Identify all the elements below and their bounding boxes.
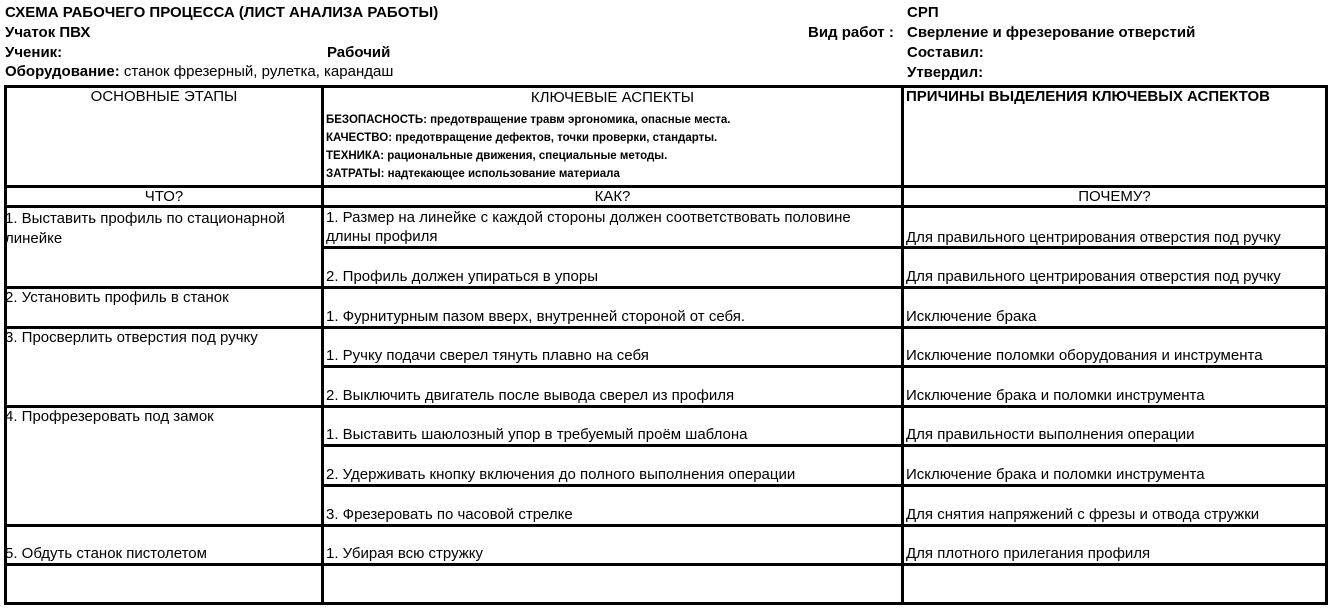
analysis-table <box>4 85 1328 605</box>
worker-label: Рабочий <box>327 44 391 61</box>
stage-2: 2. Установить профиль в станок <box>5 289 229 306</box>
document-title: СХЕМА РАБОЧЕГО ПРОЦЕССА (ЛИСТ АНАЛИЗА РАБОТЫ) <box>5 4 439 21</box>
aspect-quality: КАЧЕСТВО: предотвращение дефектов, точки проверки, стандарты. <box>326 132 718 144</box>
how-1-line2: длины профиля <box>326 228 438 245</box>
how-2: 1. Фурнитурным пазом вверх, внутренней стороной от себя. <box>326 308 746 325</box>
column-title-aspects: КЛЮЧЕВЫЕ АСПЕКТЫ <box>530 89 695 106</box>
aspect-technique: ТЕХНИКА: рациональные движения, специальные методы. <box>326 150 668 162</box>
how-4b: 2. Удерживать кнопку включения до полного выполнения операции <box>326 466 796 483</box>
table-border-bottom <box>4 602 1328 605</box>
why-1b: Для правильного центрирования отверстия под ручку <box>906 268 1281 285</box>
how-3b: 2. Выключить двигатель после вывода сверел из профиля <box>326 387 735 404</box>
why-3b: Исключение брака и поломки инструмента <box>906 387 1205 404</box>
why-4b: Исключение брака и поломки инструмента <box>906 466 1205 483</box>
how-5: 1. Убирая всю стружку <box>326 545 484 562</box>
column-divider <box>321 85 324 605</box>
section-name: Учаток ПВХ <box>5 24 91 41</box>
stage-5: 5. Обдуть станок пистолетом <box>5 545 207 562</box>
why-4a: Для правильности выполнения операции <box>906 426 1195 443</box>
stage-1-line2: линейке <box>5 230 63 247</box>
equipment-line <box>5 62 393 82</box>
column-title-stages: ОСНОВНЫЕ ЭТАПЫ <box>90 88 238 105</box>
how-1b: 2. Профиль должен упираться в упоры <box>326 268 598 285</box>
how-4a: 1. Выставить шаюлозный упор в требуемый проём шаблона <box>326 426 748 443</box>
column-title-reasons: ПРИЧИНЫ ВЫДЕЛЕНИЯ КЛЮЧЕВЫХ АСПЕКТОВ <box>906 88 1270 105</box>
student-label: Ученик: <box>5 44 63 61</box>
stage-1-line1: 1. Выставить профиль по стационарной <box>5 210 285 227</box>
stage-3: 3. Просверлить отверстия под ручку <box>5 329 258 346</box>
work-type-label: Вид работ : <box>808 24 894 41</box>
equipment-value: станок фрезерный, рулетка, карандаш <box>123 63 394 80</box>
composed-label: Составил: <box>907 44 984 61</box>
stage-4: 4. Профрезеровать под замок <box>5 408 214 425</box>
aspect-costs: ЗАТРАТЫ: надтекающее использование материала <box>326 168 620 180</box>
how-4c: 3. Фрезеровать по часовой стрелке <box>326 506 573 523</box>
how-3a: 1. Ручку подачи сверел тянуть плавно на себя <box>326 347 649 364</box>
approved-label: Утвердил: <box>907 64 984 81</box>
how-1-line1: 1. Размер на линейке с каждой стороны должен соответствовать половине <box>326 209 851 226</box>
why-3a: Исключение поломки оборудования и инструмента <box>906 347 1263 364</box>
why-1: Для правильного центрирования отверстия под ручку <box>906 229 1281 246</box>
how-header: КАК? <box>594 188 631 205</box>
document-code: СРП <box>907 4 939 21</box>
equipment-label: Оборудование: <box>5 63 120 80</box>
why-2: Исключение брака <box>906 308 1037 325</box>
table-border-right <box>1325 85 1328 605</box>
why-5: Для плотного прилегания профиля <box>906 545 1151 562</box>
what-header: ЧТО? <box>144 188 184 205</box>
column-divider <box>901 85 904 605</box>
why-4c: Для снятия напряжений с фрезы и отвода стружки <box>906 506 1260 523</box>
aspect-safety: БЕЗОПАСНОСТЬ: предотвращение травм эргономика, опасные места. <box>326 114 731 126</box>
work-type-value: Сверление и фрезерование отверстий <box>907 24 1196 41</box>
why-header: ПОЧЕМУ? <box>1078 188 1151 205</box>
